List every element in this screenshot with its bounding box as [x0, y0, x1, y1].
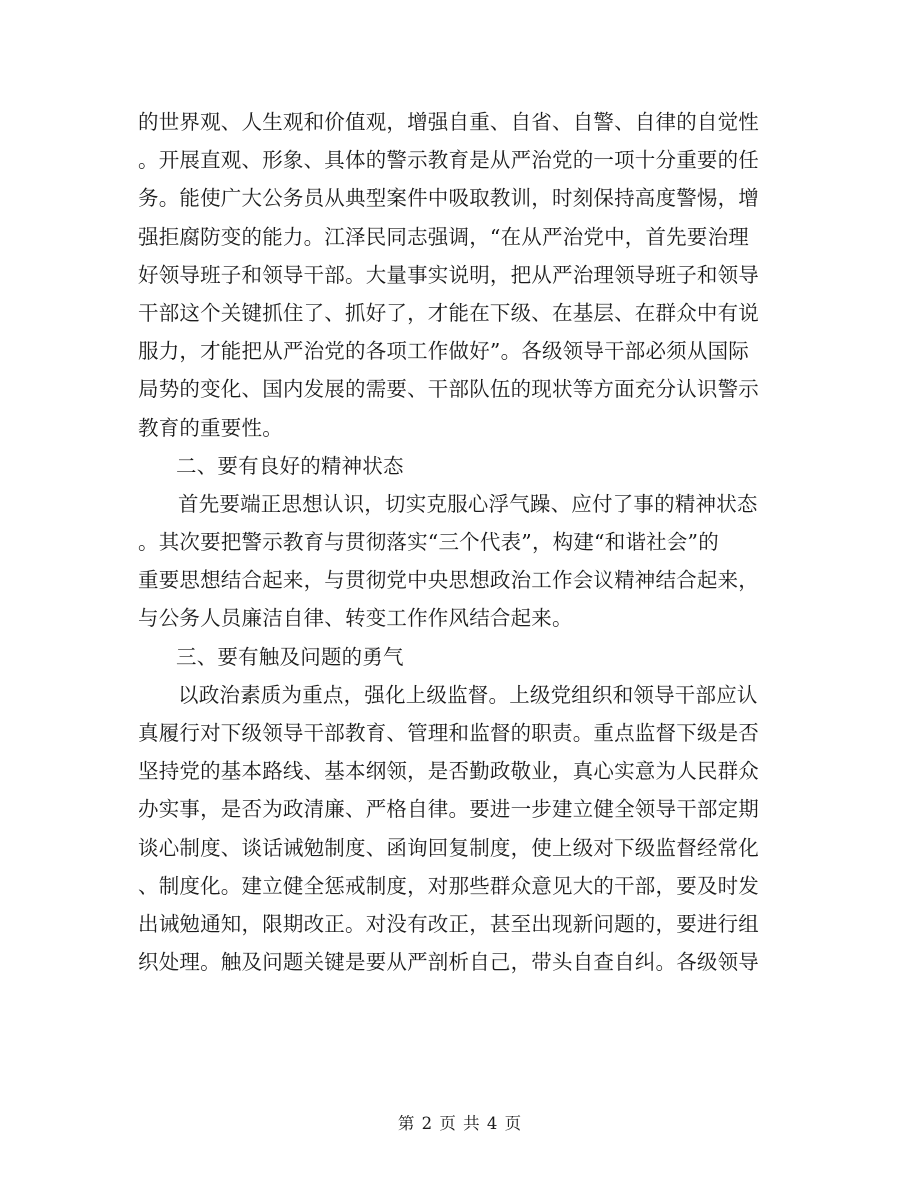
- text-line: 以政治素质为重点，强化上级监督。上级党组织和领导干部应认: [178, 682, 758, 707]
- text-line: 干部这个关键抓住了、抓好了，才能在下级、在基层、在群众中有说: [138, 300, 759, 325]
- text-line: 的世界观、人生观和价值观，增强自重、自省、自警、自律的自觉性: [138, 110, 759, 134]
- text-line: 首先要端正思想认识，切实克服心浮气躁、应付了事的精神状态: [178, 491, 758, 516]
- text-line: 与公务人员廉洁自律、转变工作作风结合起来。: [138, 606, 573, 631]
- text-line: 教育的重要性。: [138, 415, 283, 440]
- text-line: 织处理。触及问题关键是要从严剖析自己，带头自查自纠。各级领导: [138, 950, 759, 975]
- text-line: 谈心制度、谈话诫勉制度、函询回复制度，使上级对下级监督经常化: [138, 835, 759, 860]
- text-line: 服力，才能把从严治党的各项工作做好”。各级领导干部必须从国际: [138, 339, 749, 364]
- text-line: 强拒腐防变的能力。江泽民同志强调，“在从严治党中，首先要治理: [138, 224, 749, 249]
- text-line: 重要思想结合起来，与贯彻党中央思想政治工作会议精神结合起来，: [138, 568, 759, 593]
- text-line: 出诫勉通知，限期改正。对没有改正，甚至出现新问题的，要进行组: [138, 911, 759, 936]
- text-line: 、制度化。建立健全惩戒制度，对那些群众意见大的干部，要及时发: [138, 873, 759, 898]
- text-line: 好领导班子和领导干部。大量事实说明，把从严治理领导班子和领导: [138, 262, 759, 287]
- text-line: 局势的变化、国内发展的需要、干部队伍的现状等方面充分认识警示: [138, 377, 759, 402]
- text-line: 务。能使广大公务员从典型案件中吸取教训，时刻保持高度警惕，增: [138, 186, 759, 211]
- document-body: [138, 103, 786, 981]
- text-line: 。开展直观、形象、具体的警示教育是从严治党的一项十分重要的任: [138, 148, 759, 173]
- text-line: 。其次要把警示教育与贯彻落实“三个代表”，构建“和谐社会”的: [138, 530, 719, 555]
- section-heading: 二、要有良好的精神状态: [176, 453, 404, 478]
- page-number-footer: 第 2 页 共 4 页: [397, 1114, 523, 1133]
- section-heading: 三、要有触及问题的勇气: [176, 644, 404, 669]
- text-line: 办实事，是否为政清廉、严格自律。要进一步建立健全领导干部定期: [138, 797, 759, 822]
- text-line: 真履行对下级领导干部教育、管理和监督的职责。重点监督下级是否: [138, 721, 759, 745]
- text-line: 坚持党的基本路线、基本纲领，是否勤政敬业，真心实意为人民群众: [138, 759, 759, 784]
